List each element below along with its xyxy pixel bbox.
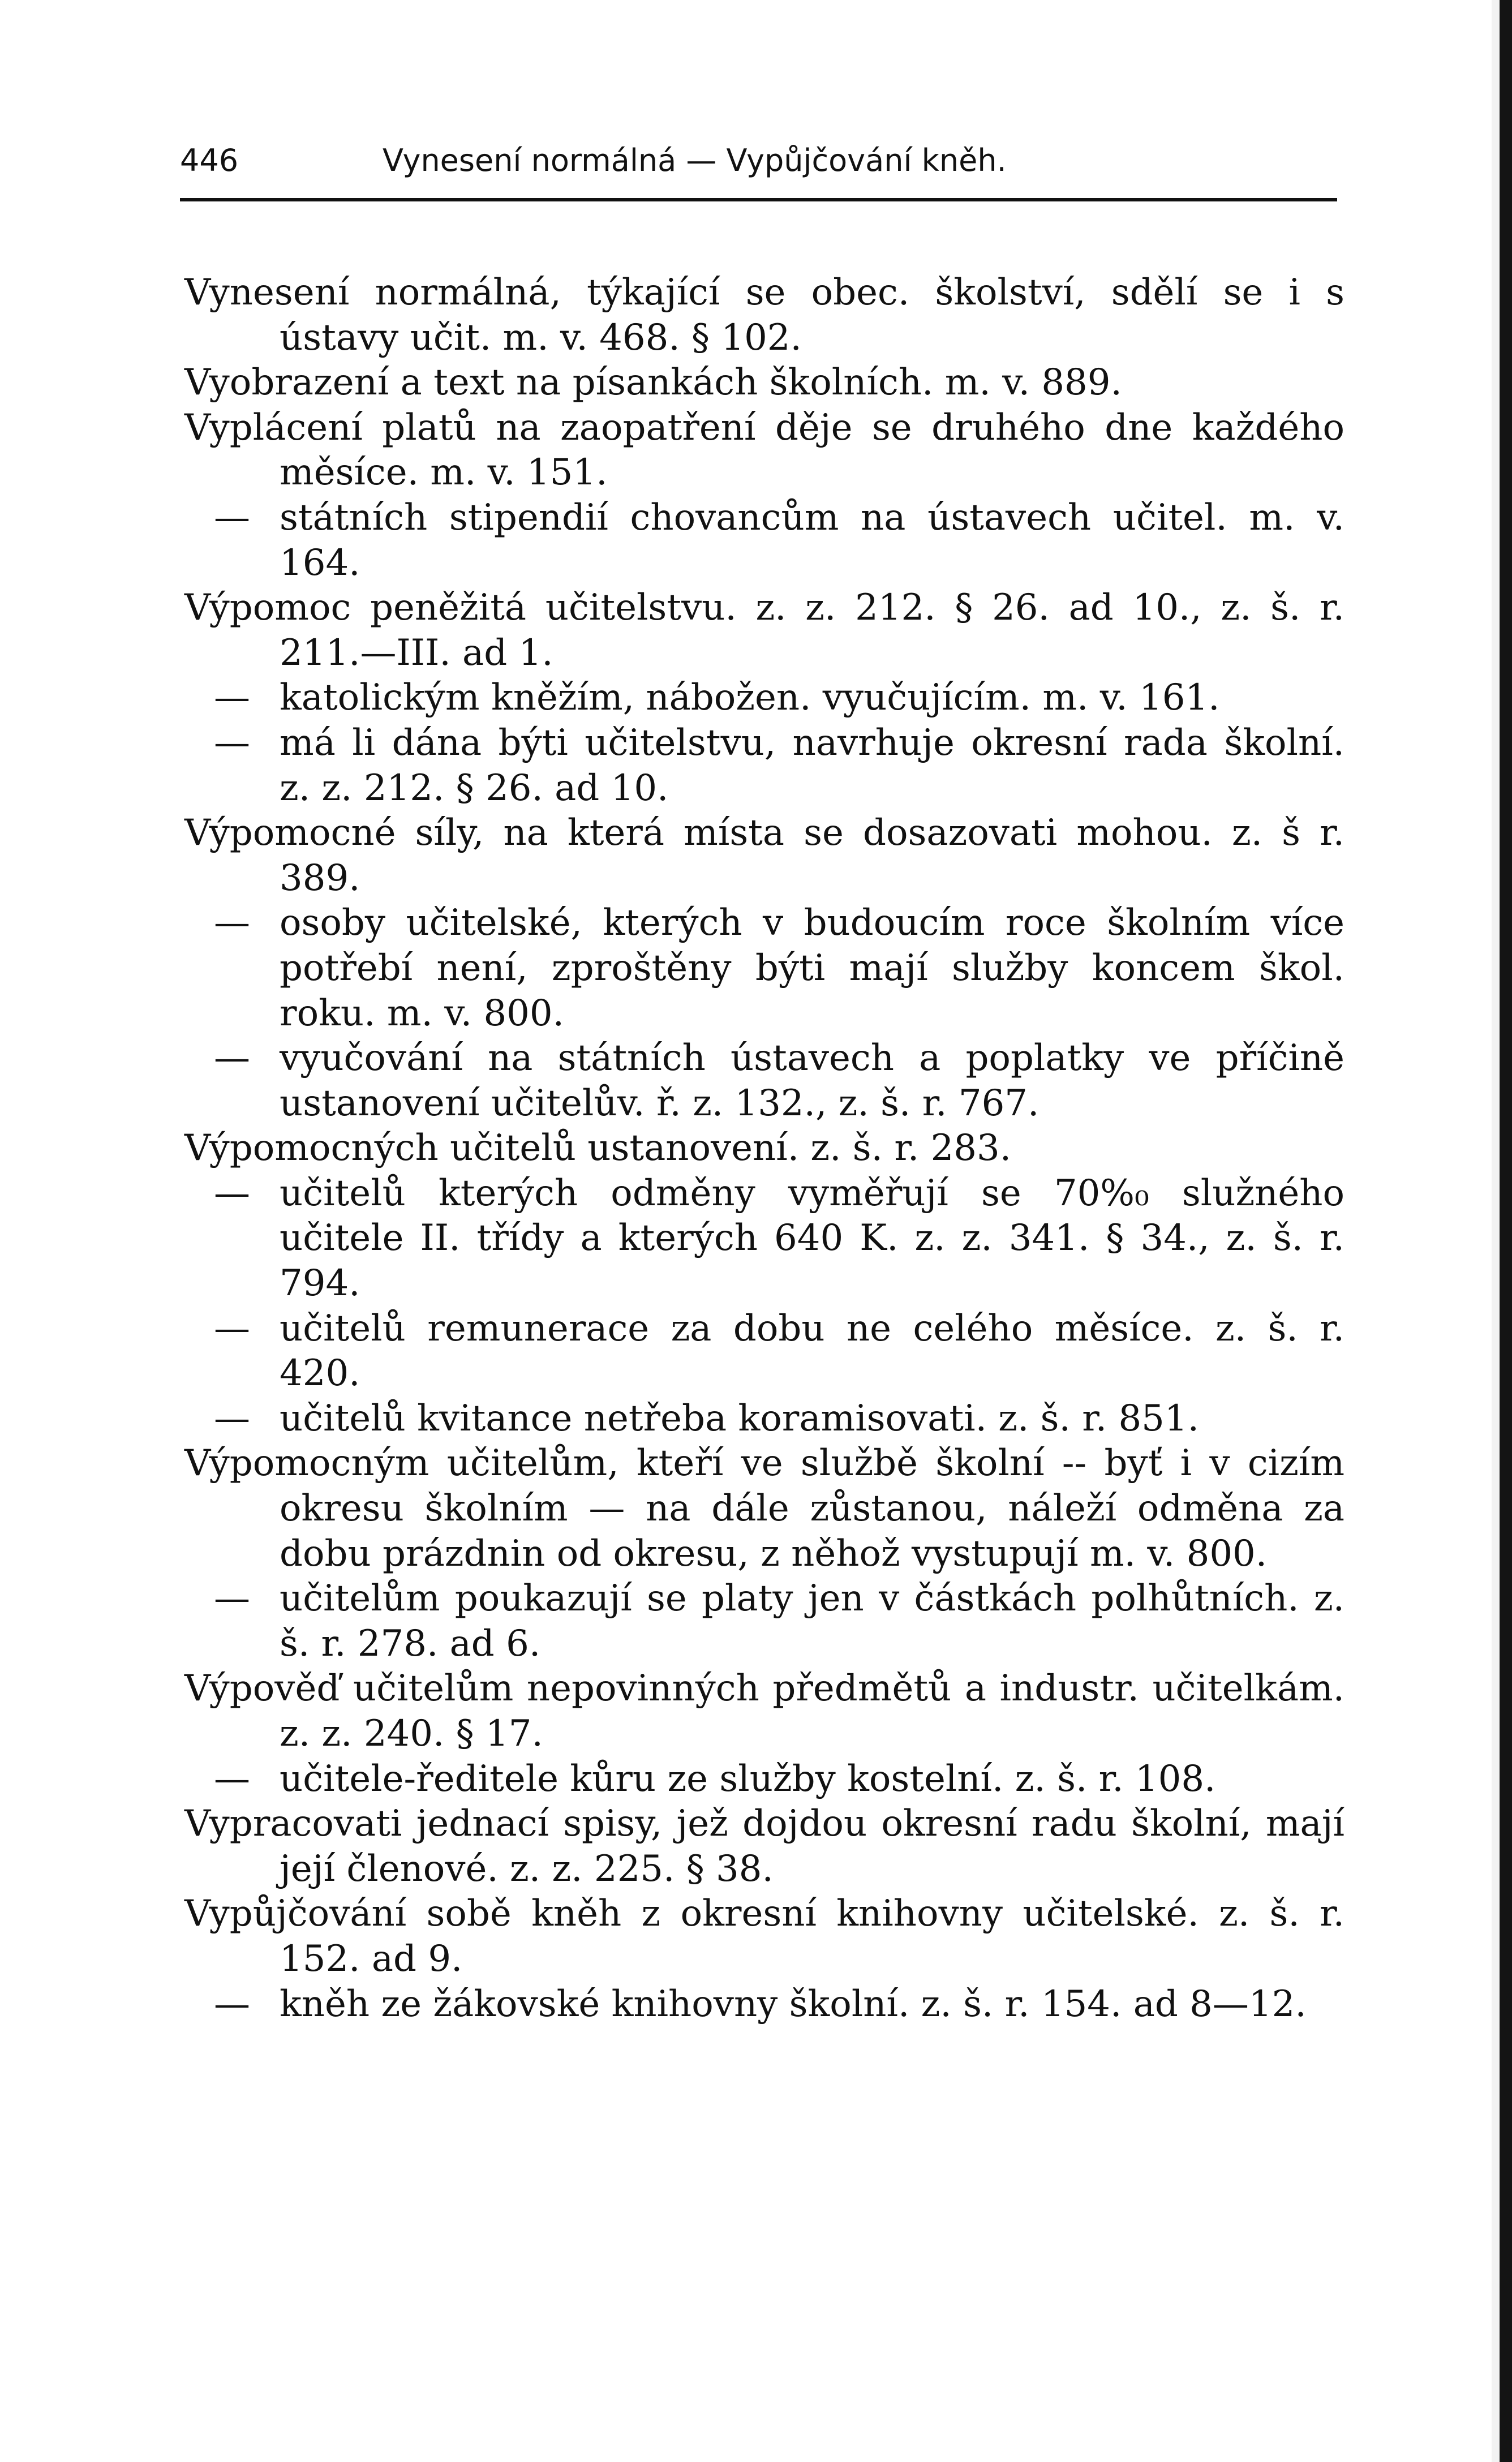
index-subentry xyxy=(184,1036,1345,1126)
subentry-dash: — xyxy=(214,721,250,764)
index-subentry xyxy=(184,1397,1345,1442)
subentry-dash: — xyxy=(214,1578,250,1620)
index-subentry xyxy=(184,1576,1345,1666)
index-subentry xyxy=(184,721,1345,811)
entry-text: Výpomocných učitelů ustanovení. z. š. r. 283. xyxy=(184,1127,1012,1170)
subentry-dash: — xyxy=(214,1037,250,1080)
entry-text: Vynesení normálná, týkající se obec. školství, sdělí se i s ústavy učit. m. v. 468. § 102. xyxy=(184,272,1345,359)
entry-text: učitelů kterých odměny vyměřují se 70%₀ služného učitele II. třídy a kterých 640 K. z. z. 341. § 34., z. š. r. 794. xyxy=(280,1172,1345,1305)
index-entry xyxy=(184,270,1345,360)
entry-text: Vyobrazení a text na písankách školních. m. v. 889. xyxy=(184,362,1122,404)
entry-text: učitele-ředitele kůru ze služby kostelní. z. š. r. 108. xyxy=(280,1758,1216,1800)
entry-text: Výpomocným učitelům, kteří ve službě školní -- byť i v cizím okresu školním — na dále zůstanou, náleží odměna za dobu prázdnin od okresu, z něhož vystupují m. v. 800. xyxy=(184,1442,1345,1575)
index-subentry xyxy=(184,676,1345,721)
page-edge-gap xyxy=(1492,0,1500,2462)
page-number: 446 xyxy=(180,143,239,178)
index-entry xyxy=(184,360,1345,406)
index-subentry xyxy=(184,901,1345,1036)
page-header xyxy=(180,143,1334,182)
index-entry xyxy=(184,1802,1345,1892)
subentry-dash: — xyxy=(214,1758,250,1800)
index-entry xyxy=(184,1126,1345,1171)
index-entry xyxy=(184,1892,1345,1982)
entry-text: učitelů remunerace za dobu ne celého měsíce. z. š. r. 420. xyxy=(280,1307,1345,1395)
entry-text: učitelům poukazují se platy jen v částkách polhůtních. z. š. r. 278. ad 6. xyxy=(280,1578,1345,1665)
entry-text: Vyplácení platů na zaopatření děje se druhého dne každého měsíce. m. v. 151. xyxy=(184,406,1345,494)
index-entry xyxy=(184,1666,1345,1756)
entry-text: kněh ze žákovské knihovny školní. z. š. r. 154. ad 8—12. xyxy=(280,1983,1307,2025)
entry-text: osoby učitelské, kterých v budoucím roce školním více potřebí není, zproštěny býti mají služby koncem škol. roku. m. v. 800. xyxy=(280,902,1345,1034)
index-entry xyxy=(184,586,1345,676)
index-subentry xyxy=(184,1307,1345,1397)
running-head: Vynesení normálná — Vypůjčování kněh. xyxy=(383,143,1007,178)
index-subentry xyxy=(184,1757,1345,1802)
entry-text: učitelů kvitance netřeba koramisovati. z. š. r. 851. xyxy=(280,1397,1199,1440)
entry-text: katolickým kněžím, nábožen. vyučujícím. m. v. 161. xyxy=(280,677,1220,719)
index-entry xyxy=(184,406,1345,496)
page-edge-shadow xyxy=(1500,0,1512,2462)
subentry-dash: — xyxy=(214,496,250,539)
entry-text: vyučování na státních ústavech a poplatky ve příčině ustanovení učitelův. ř. z. 132., z. š. r. 767. xyxy=(280,1037,1345,1124)
index-entries xyxy=(184,270,1345,2027)
entry-text: státních stipendií chovancům na ústavech učitel. m. v. 164. xyxy=(280,496,1345,584)
subentry-dash: — xyxy=(214,902,250,944)
subentry-dash: — xyxy=(214,1397,250,1440)
subentry-dash: — xyxy=(214,1172,250,1214)
index-subentry xyxy=(184,496,1345,586)
subentry-dash: — xyxy=(214,1983,250,2025)
index-entry xyxy=(184,1441,1345,1576)
index-subentry xyxy=(184,1171,1345,1307)
subentry-dash: — xyxy=(214,1307,250,1350)
entry-text: Výpověď učitelům nepovinných předmětů a industr. učitelkám. z. z. 240. § 17. xyxy=(184,1668,1345,1755)
header-rule xyxy=(180,198,1337,201)
entry-text: má li dána býti učitelstvu, navrhuje okresní rada školní. z. z. 212. § 26. ad 10. xyxy=(280,721,1345,809)
index-entry xyxy=(184,811,1345,901)
entry-text: Vypracovati jednací spisy, jež dojdou okresní radu školní, mají její členové. z. z. 225. § 38. xyxy=(184,1803,1345,1890)
index-subentry xyxy=(184,1982,1345,2027)
subentry-dash: — xyxy=(214,677,250,719)
entry-text: Výpomocné síly, na která místa se dosazovati mohou. z. š r. 389. xyxy=(184,812,1345,899)
entry-text: Vypůjčování sobě kněh z okresní knihovny učitelské. z. š. r. 152. ad 9. xyxy=(184,1893,1345,1980)
entry-text: Výpomoc peněžitá učitelstvu. z. z. 212. § 26. ad 10., z. š. r. 211.—III. ad 1. xyxy=(184,587,1345,674)
